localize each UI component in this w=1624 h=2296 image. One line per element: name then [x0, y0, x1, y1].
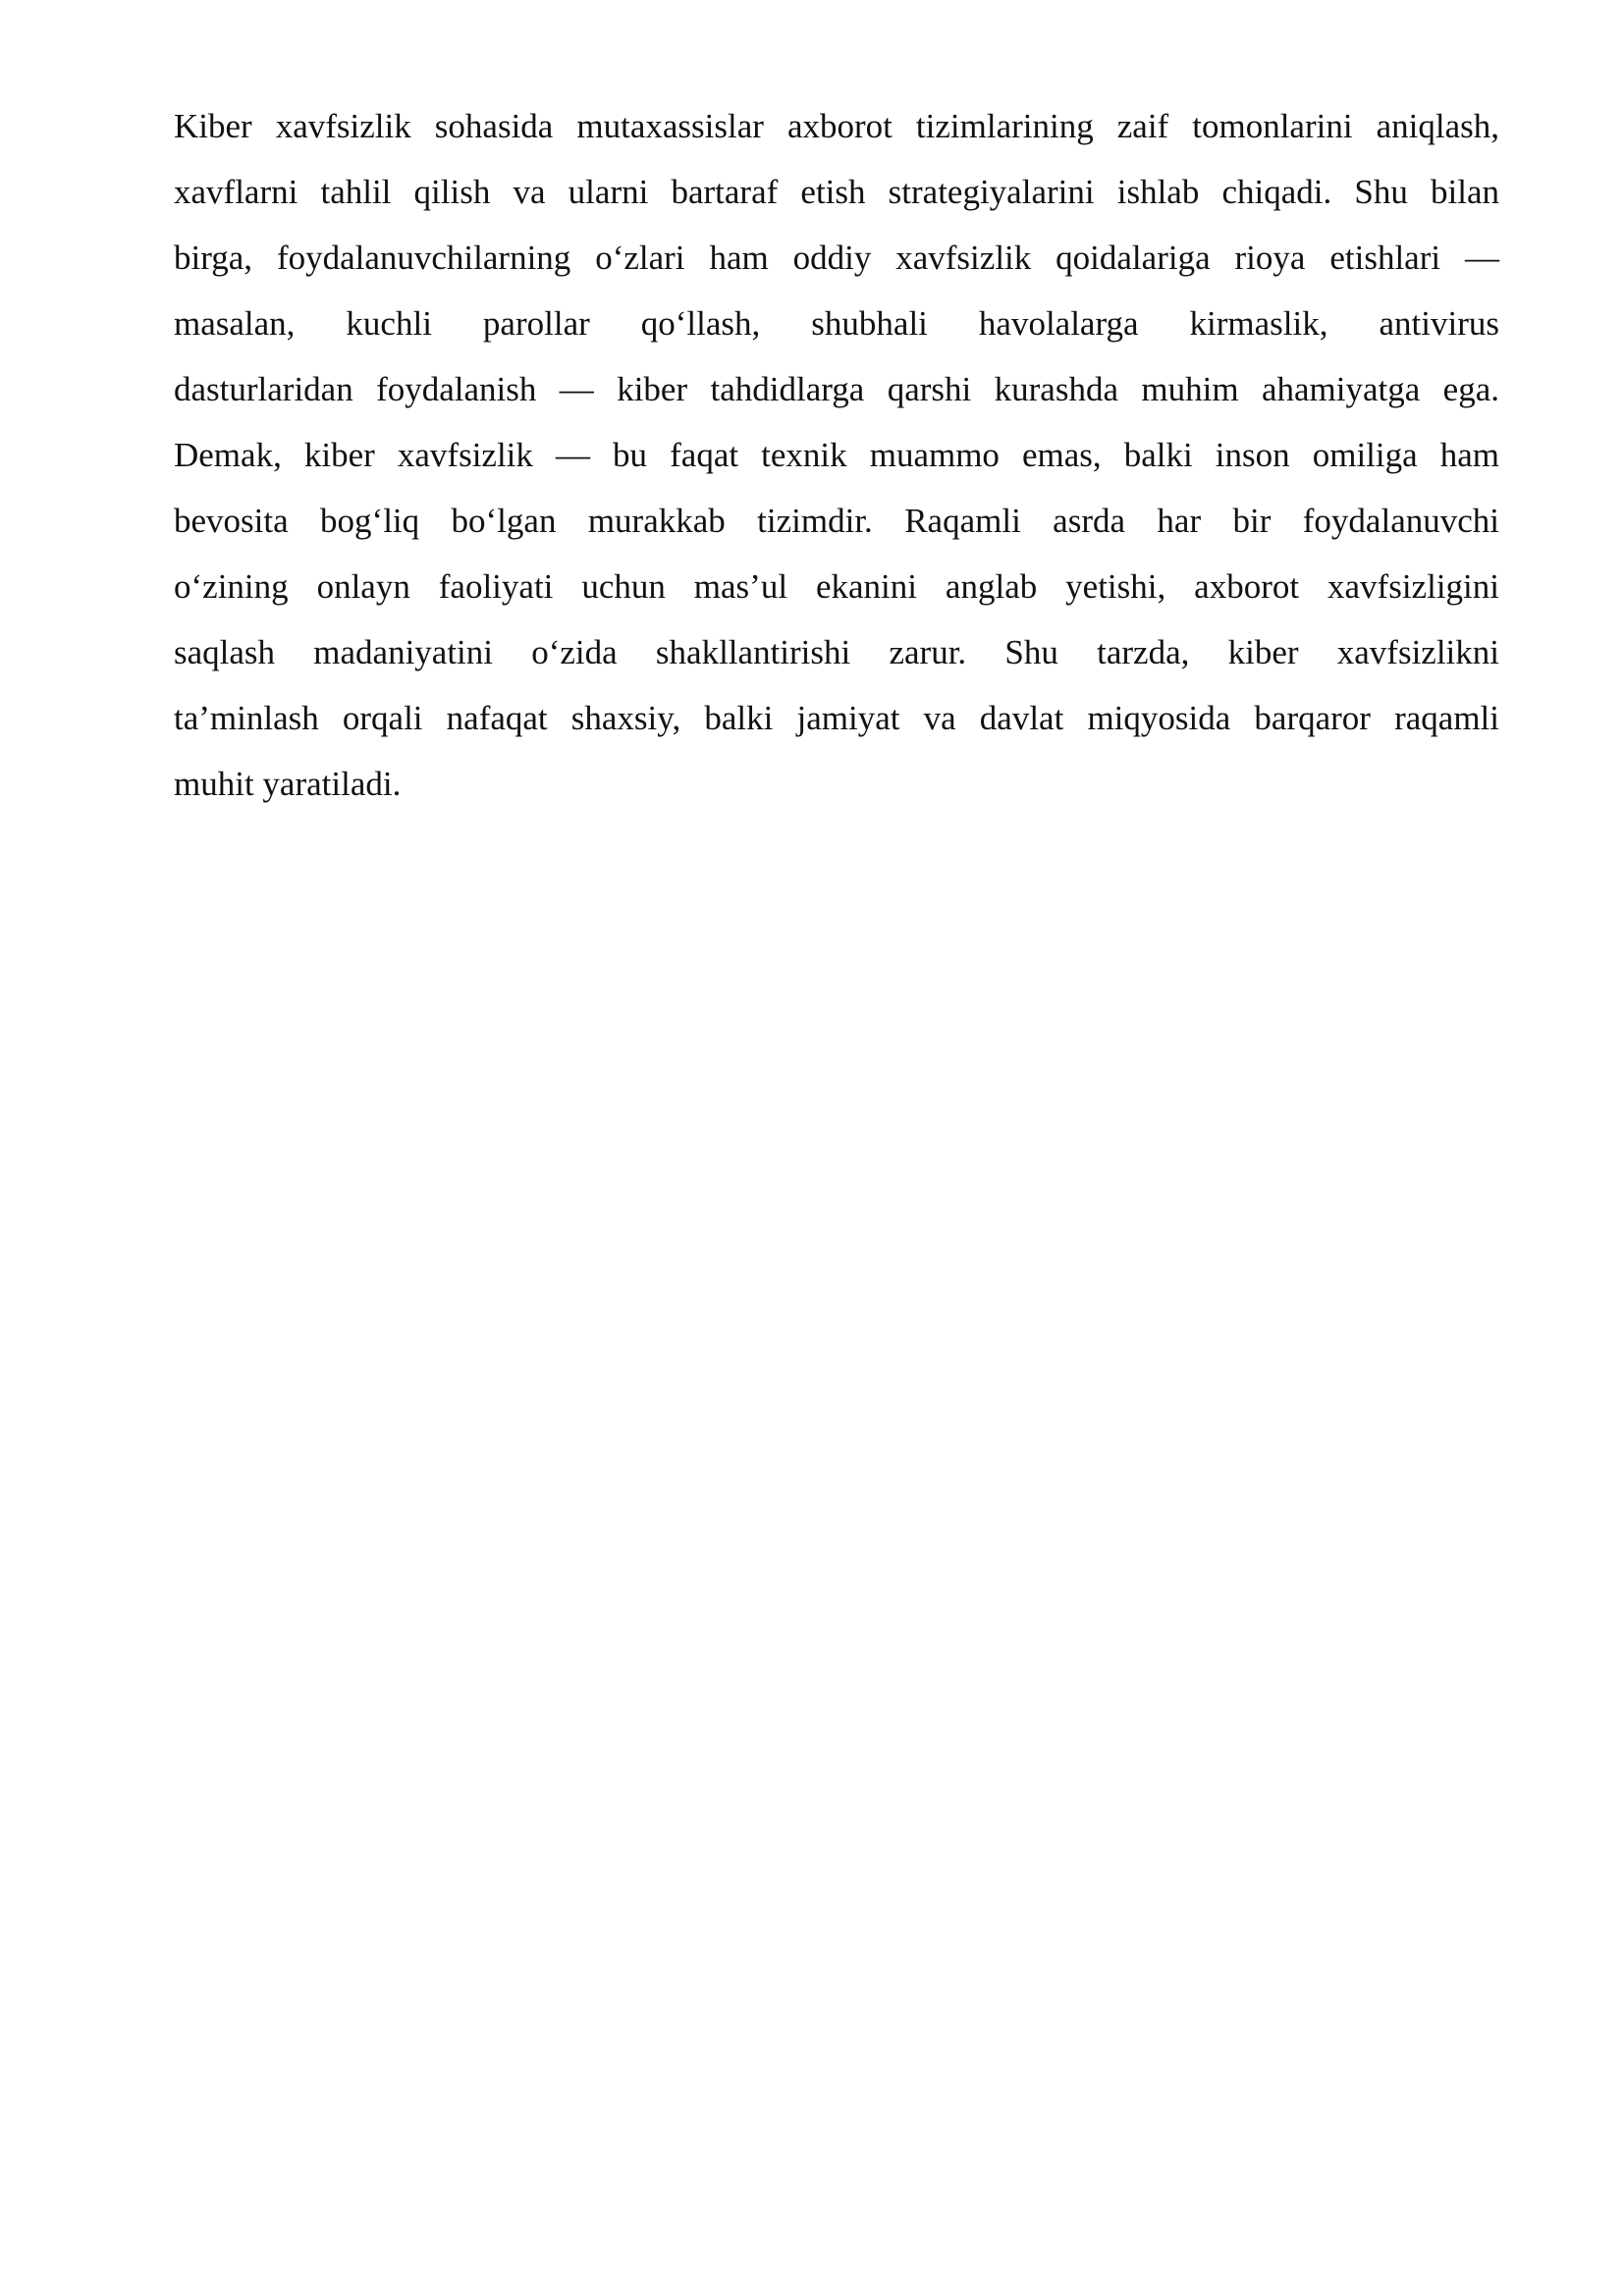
- paragraph-line-2: xavflarni tahlil qilish va ularni bartaraf etish strategiyalarini ishlab chiqadi. Shu bilan: [174, 173, 1499, 211]
- paragraph-line-5: dasturlaridan foydalanish — kiber tahdidlarga qarshi kurashda muhim ahamiyatga ega.: [174, 370, 1499, 408]
- body-paragraph: [174, 93, 1499, 817]
- paragraph-line-4: masalan, kuchli parollar qo‘llash, shubhali havolalarga kirmaslik, antivirus: [174, 304, 1499, 343]
- paragraph-line-8: o‘zining onlayn faoliyati uchun mas’ul ekanini anglab yetishi, axborot xavfsizligini: [174, 567, 1499, 606]
- paragraph-line-11: muhit yaratiladi.: [174, 765, 402, 803]
- paragraph-line-1: Kiber xavfsizlik sohasida mutaxassislar axborot tizimlarining zaif tomonlarini aniqlash,: [174, 107, 1499, 145]
- paragraph-line-10: ta’minlash orqali nafaqat shaxsiy, balki jamiyat va davlat miqyosida barqaror raqamli: [174, 699, 1499, 737]
- paragraph-line-6: Demak, kiber xavfsizlik — bu faqat texnik muammo emas, balki inson omiliga ham: [174, 436, 1499, 474]
- paragraph-line-3: birga, foydalanuvchilarning o‘zlari ham oddiy xavfsizlik qoidalariga rioya etishlari —: [174, 239, 1499, 277]
- paragraph-line-9: saqlash madaniyatini o‘zida shakllantirishi zarur. Shu tarzda, kiber xavfsizlikni: [174, 633, 1499, 671]
- paragraph-line-7: bevosita bog‘liq bo‘lgan murakkab tizimdir. Raqamli asrda har bir foydalanuvchi: [174, 502, 1499, 540]
